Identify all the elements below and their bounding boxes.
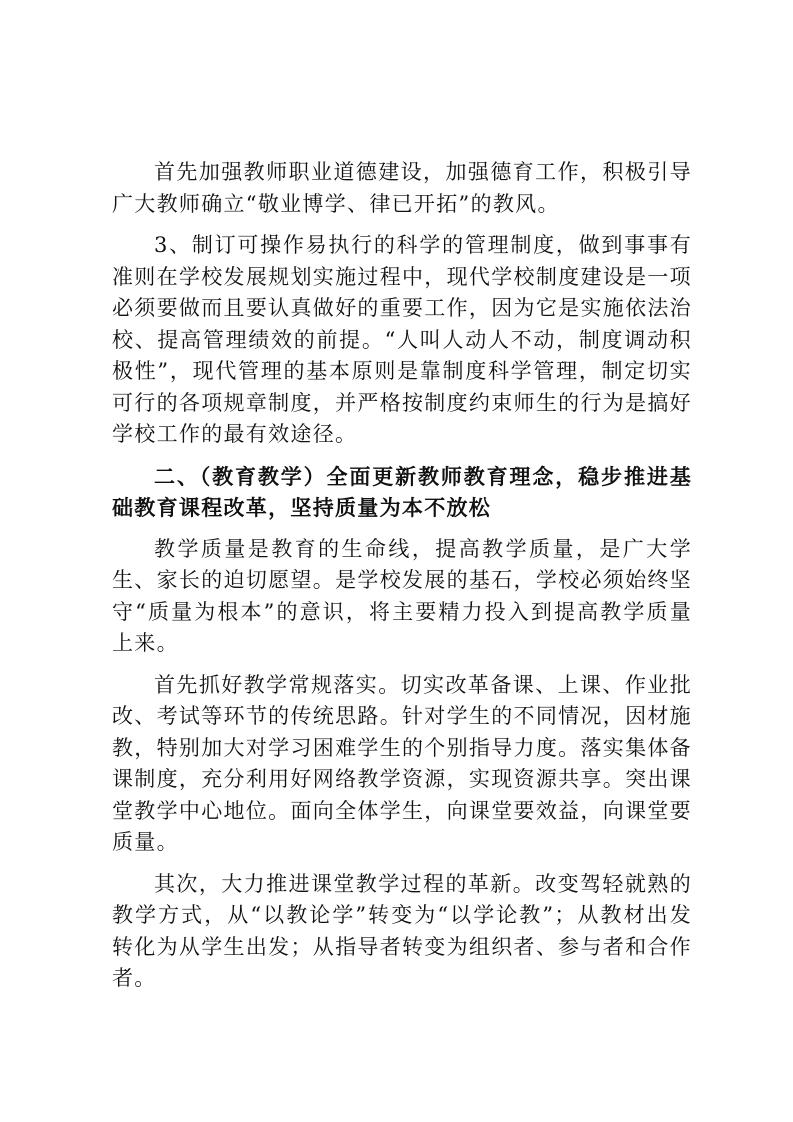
paragraph-classroom-reform: 其次，大力推进课堂教学过程的革新。改变驾轻就熟的教学方式，从“以教论学”转变为“以学论教”；从教材出发转化为从学生出发；从指导者转变为组织者、参与者和合作者。 [112,871,692,990]
paragraph-teaching-quality: 教学质量是教育的生命线，提高教学质量，是广大学生、家长的迫切愿望。是学校发展的基石，学校必须始终坚守“质量为根本”的意识，将主要精力投入到提高教学质量上来。 [112,536,692,655]
paragraph-teaching-routine: 首先抓好教学常规落实。切实改革备课、上课、作业批改、考试等环节的传统思路。针对学生的不同情况，因材施教，特别加大对学习困难学生的个别指导力度。落实集体备课制度，充分利用好网络教学资源，实现资源共享。突出课堂教学中心地位。面向全体学生，向课堂要效益，向课堂要质量。 [112,672,692,854]
paragraph-management-system: 3、制订可操作易执行的科学的管理制度，做到事事有准则在学校发展规划实施过程中，现代学校制度建设是一项必须要做而且要认真做好的重要工作，因为它是实施依法治校、提高管理绩效的前提。“人叫人动人不动，制度调动积极性”，现代管理的基本原则是靠制度科学管理，制定切实可行的各项规章制度，并严格按制度约束师生的行为是搞好学校工作的最有效途径。 [112,233,692,446]
document-body [112,157,692,1005]
paragraph-teacher-ethics: 首先加强教师职业道德建设，加强德育工作，积极引导广大教师确立“敬业博学、律已开拓”的教风。 [112,160,692,216]
section-heading-teaching: 二、（教育教学）全面更新教师教育理念，稳步推进基础教育课程改革，坚持质量为本不放松 [112,463,692,520]
